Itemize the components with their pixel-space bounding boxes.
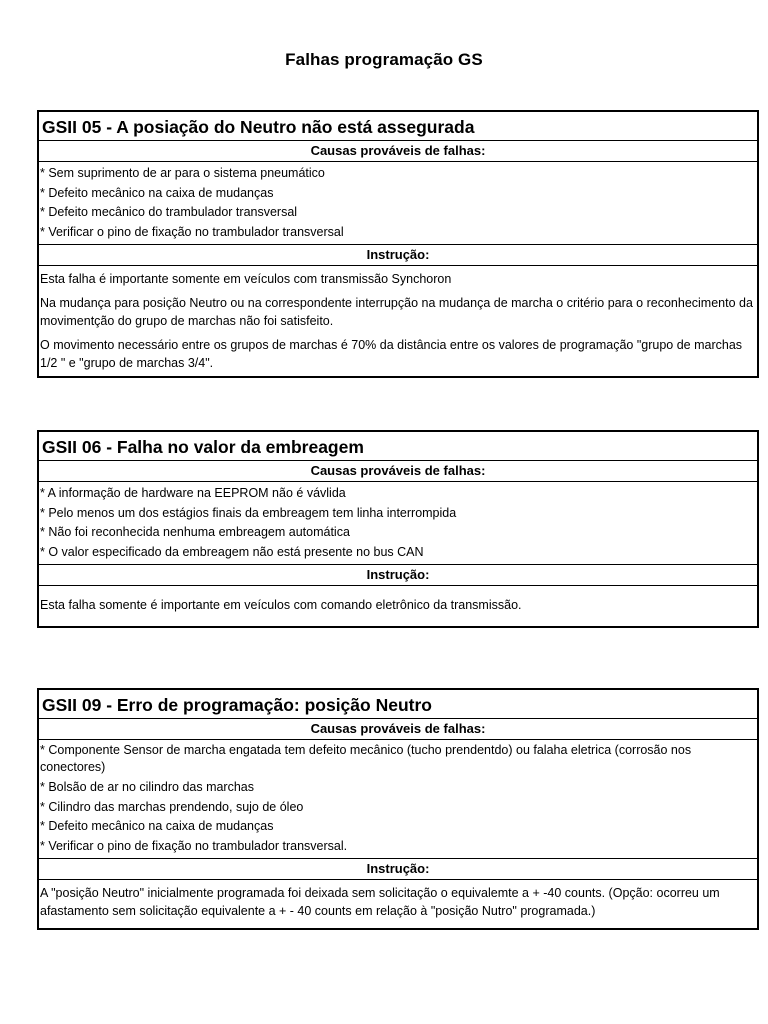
cause-item: * Pelo menos um dos estágios finais da embreagem tem linha interrompida xyxy=(40,505,457,520)
fault-title: GSII 05 - A posiação do Neutro não está assegurada xyxy=(39,112,757,141)
causes-list xyxy=(39,740,757,858)
cause-item: * Defeito mecânico na caixa de mudanças xyxy=(40,819,274,833)
instruction-heading: Instrução: xyxy=(39,564,757,586)
causes-heading: Causas prováveis de falhas: xyxy=(39,461,757,482)
causes-heading: Causas prováveis de falhas: xyxy=(39,719,757,740)
cause-item: * Não foi reconhecida nenhuma embreagem automática xyxy=(40,525,350,539)
cause-item: * Componente Sensor de marcha engatada tem defeito mecânico (tucho prendentdo) ou falaha eletrica (corrosão nos conectores) xyxy=(40,743,692,774)
causes-list xyxy=(39,482,757,564)
cause-item: * A informação de hardware na EEPROM não é vávlida xyxy=(40,486,346,500)
cause-item: * Cilindro das marchas prendendo, sujo de óleo xyxy=(40,799,304,814)
fault-box-gsii-09 xyxy=(37,688,759,930)
instruction-paragraph: Na mudança para posição Neutro ou na correspondente interrupção na mudança de marcha o critério para o reconhecimento da movimentção do grupo de marchas não foi satisfeito. xyxy=(40,296,753,328)
fault-box-gsii-06 xyxy=(37,430,759,628)
page-title: Falhas programação GS xyxy=(285,50,483,69)
instruction-text xyxy=(39,586,757,626)
instruction-paragraph: O movimento necessário entre os grupos de marchas é 70% da distância entre os valores de programação "grupo de marchas 1/2 " e "grupo de marchas 3/4". xyxy=(40,338,743,370)
causes-list xyxy=(39,162,757,244)
causes-heading: Causas prováveis de falhas: xyxy=(39,141,757,162)
fault-title: GSII 06 - Falha no valor da embreagem xyxy=(39,432,757,461)
instruction-text xyxy=(39,880,757,928)
instruction-heading: Instrução: xyxy=(39,244,757,266)
instruction-text xyxy=(39,266,757,376)
cause-item: * Sem suprimento de ar para o sistema pneumático xyxy=(40,166,325,180)
cause-item: * Bolsão de ar no cilindro das marchas xyxy=(40,780,255,794)
cause-item: * Verificar o pino de fixação no trambulador transversal. xyxy=(40,838,348,853)
instruction-paragraph: Esta falha somente é importante em veículos com comando eletrônico da transmissão. xyxy=(40,598,522,612)
fault-box-gsii-05 xyxy=(37,110,759,378)
cause-item: * O valor especificado da embreagem não está presente no bus CAN xyxy=(40,544,424,559)
instruction-paragraph: Esta falha é importante somente em veículos com transmissão Synchoron xyxy=(40,272,452,286)
cause-item: * Verificar o pino de fixação no trambulador transversal xyxy=(40,224,344,239)
instruction-paragraph: A "posição Neutro" inicialmente programada foi deixada sem solicitação o equivalemte a + -40 counts. (Opção: ocorreu um afastamento sem solicitação equivalente a + - 40 counts em relação à "posição Nutro" programada.) xyxy=(40,886,720,918)
cause-item: * Defeito mecânico na caixa de mudanças xyxy=(40,185,274,200)
instruction-heading: Instrução: xyxy=(39,858,757,880)
cause-item: * Defeito mecânico do trambulador transversal xyxy=(40,205,298,219)
fault-title: GSII 09 - Erro de programação: posição Neutro xyxy=(39,690,757,719)
